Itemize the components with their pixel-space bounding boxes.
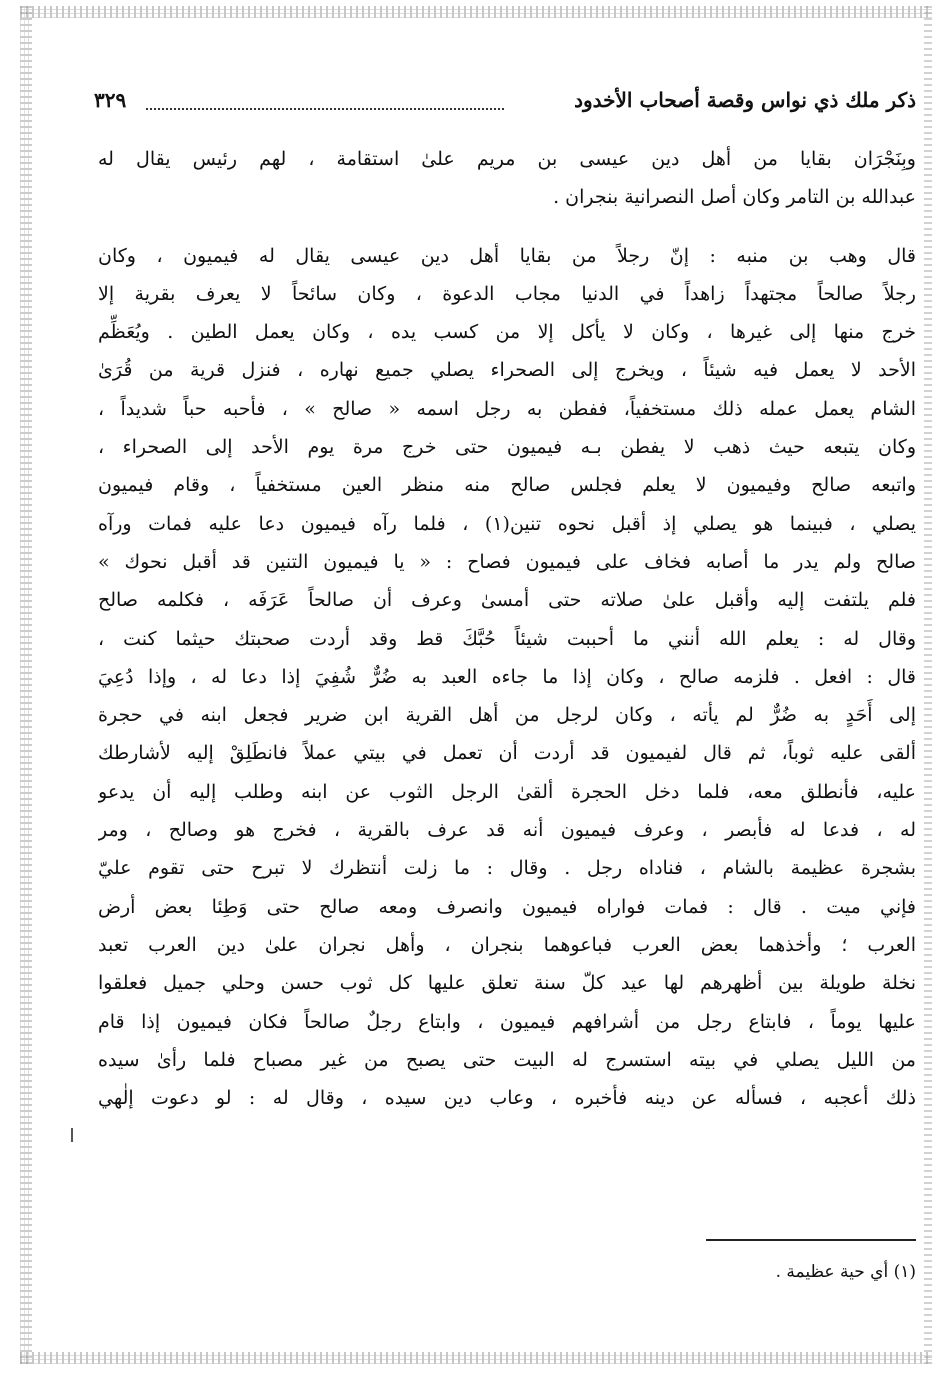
text-line: صالح ولم يدر ما أصابه فخاف على فيميون فصاح : « يا فيميون التنين قد أقبل نحوك » [98,550,916,573]
footnote-separator [706,1239,916,1241]
text-line: خرج منها إلى غيرها ، وكان لا يأكل إلا من كسب يده ، وكان يعمل الطين . ويُعَظِّم [98,321,916,344]
decorative-border-bottom [20,1352,932,1364]
page-number: ٣٢٩ [94,88,127,112]
text-line: يصلي ، فبينما هو يصلي إذ أقبل نحوه تنين(١) ، فلما رآه فيميون دعا عليه فمات ورآه [98,512,916,535]
text-line: واتبعه صالح وفيميون لا يعلم فجلس صالح منه منظر العين مستخفياً ، وقام فيميون [98,474,916,497]
text-line: فلم يلتفت إليه وأقبل علىٰ صلاته حتى أمسىٰ وعرف أن صالحاً عَرَفَه ، فكلمه صالح [98,589,916,612]
text-line: قال وهب بن منبه : إنّ رجلاً من بقايا أهل دين عيسى يقال له فيميون ، وكان [98,244,916,267]
footnote: (١) أي حية عظيمة . [775,1262,916,1282]
text-line [98,1156,916,1194]
paragraph [98,237,916,1233]
text-line: عليه، فأنطلق معه، فلما دخل الحجرة ألقىٰ الرجل الثوب عن ابنه وطلب إليه أن يدعو [98,780,916,803]
text-line: وبِنَجْرَان بقايا من أهل دين عيسى بن مريم علىٰ استقامة ، لهم رئيس يقال له [98,148,916,170]
decorative-border-right [924,6,932,1364]
dotted-leader [146,108,504,110]
text-line: عليها يوماً ، فابتاع رجل من أشرافهم فيميون ، وابتاع رجلٌ صالحاً فكان فيميون إذا قام [98,1010,916,1033]
paragraph-gap [98,217,916,237]
text-line: عبدالله بن التامر وكان أصل النصرانية بنجران . [553,186,916,209]
text-line: نخلة طويلة بين أظهرهم لها عيد كلّ سنة تعلق عليها كل ثوب حسن وحلي جميل فعلقوا [98,972,916,995]
text-line: رجلاً صالحاً مجتهداً زاهداً في الدنيا مجاب الدعوة ، وكان سائحاً لا يعرف بقرية إلا [98,282,916,305]
text-line [98,1194,916,1232]
text-line: العرب ؛ وأخذهما بعض العرب فباعوهما بنجران ، وأهل نجران علىٰ دين العرب تعبد [98,933,916,956]
body-text [98,140,916,1232]
paragraph [98,140,916,217]
decorative-border-left [20,6,32,1364]
text-line: ألقى عليه ثوباً، ثم قال لفيميون قد أردت أن تعمل في بيتي عملاً فانطَلِقْ إليه لأشارطك [98,742,916,765]
text-line: الشام يعمل عمله ذلك مستخفياً، ففطن به رجل اسمه « صالح » ، فأحبه حباً شديداً ، [98,397,916,420]
text-line: وكان يتبعه حيث ذهب لا يفطن بـه فيميون حتى خرج مرة يوم الأحد إلى الصحراء ، [98,436,916,459]
text-line: له ، فدعا له فأبصر ، وعرف فيميون أنه قد عرف بالقرية ، فخرج هو وصالح ، ومر [98,819,916,842]
page-header [94,88,916,122]
decorative-border-top [20,6,932,18]
text-line: الأحد لا يعمل فيه شيئاً ، ويخرج إلى الصحراء يصلي جميع نهاره ، فنزل قرية من قُرَىٰ [98,359,916,382]
text-line: إلى أَحَدٍ به ضُرٌّ لم يأته ، وكان لرجل من أهل القرية ابن ضرير فجعل ابنه في حجرة [98,704,916,727]
text-line: بشجرة عظيمة بالشام ، فناداه رجل . وقال : ما زلت أنتظرك لا تبرح حتى تقوم عليّ [98,857,916,880]
text-line: وقال له : يعلم الله أنني ما أحببت شيئاً حُبَّكَ قط وقد أردت صحبتك حيثما كنت ، [98,627,916,650]
text-line [98,1117,916,1155]
margin-mark [71,1128,73,1142]
running-title: ذكر ملك ذي نواس وقصة أصحاب الأخدود [574,88,916,112]
text-line: فإني ميت . قال : فمات فواراه فيميون وانصرف ومعه صالح حتى وَطِئا بعض أرض [98,895,916,918]
text-line: قال : افعل . فلزمه صالح ، وكان إذا ما جاءه العبد به ضُرٌّ شُفِيَ إذا دعا له ، وإذا دُعِيَ [98,665,916,688]
text-line: ذلك أعجبه ، فسأله عن دينه فأخبره ، وعاب دين سيده ، وقال له : لو دعوت إلٰهي [98,1087,916,1110]
text-line: من الليل يصلي في بيته استسرج له البيت حتى يصبح من غير مصباح فلما رأىٰ سيده [98,1048,916,1071]
